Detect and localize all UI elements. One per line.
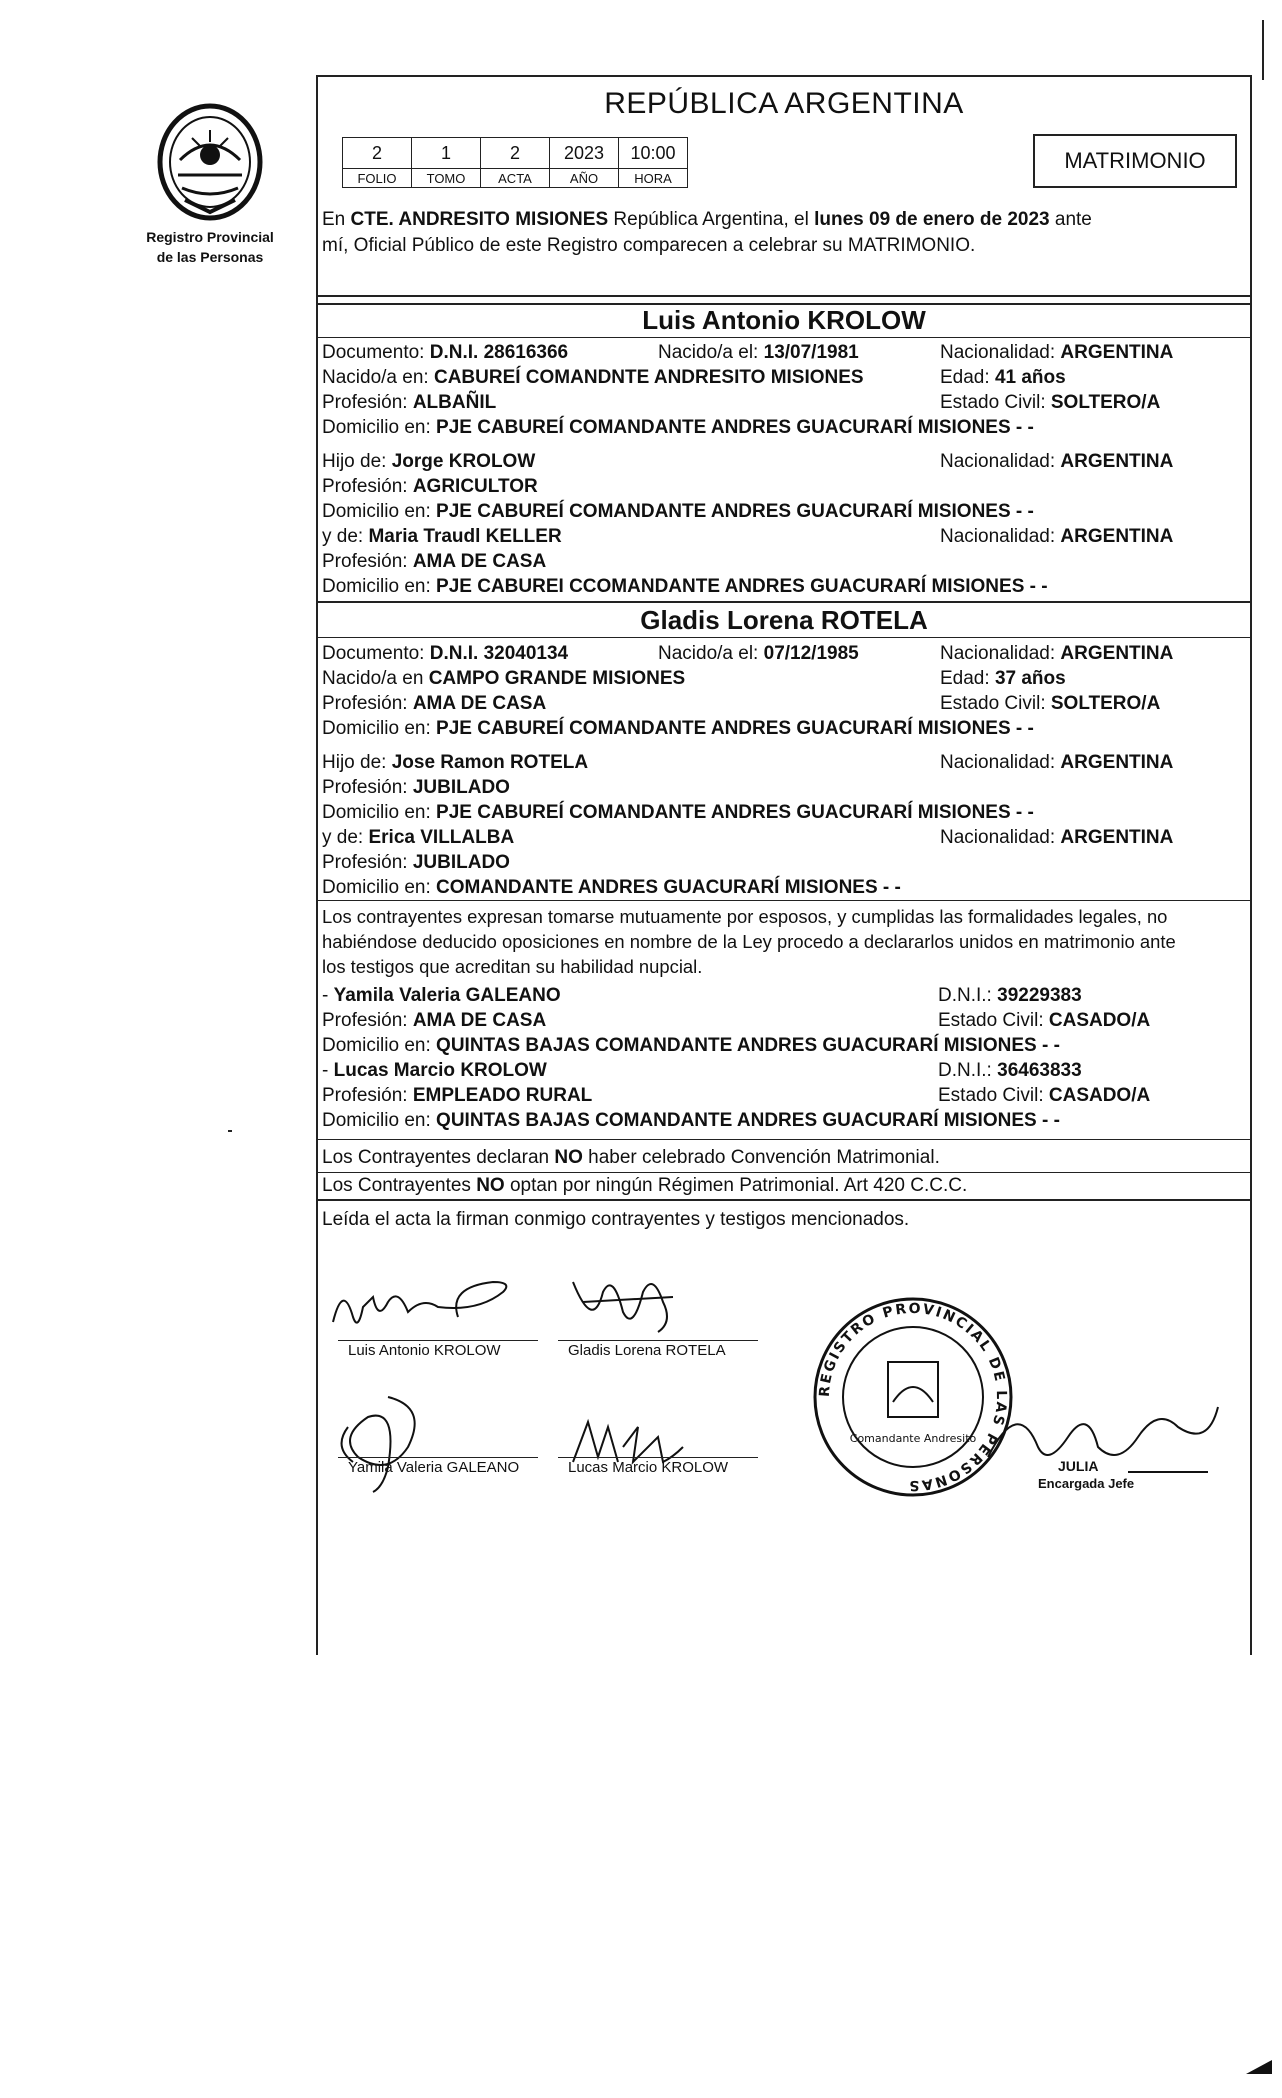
groom-birthdate: Nacido/a el: 13/07/1981: [658, 342, 859, 363]
provincial-seal-icon: [150, 100, 270, 225]
bride-mother-nationality: Nacionalidad: ARGENTINA: [940, 827, 1174, 848]
declaration-line2: habiéndose deducido oposiciones en nombre de la Ley procedo a declararlos unidos en matrimonio ante: [322, 931, 1176, 952]
official-stamp-name: JULIA: [1058, 1458, 1099, 1474]
bride-father: Hijo de: Jose Ramon ROTELA: [322, 752, 589, 773]
signature-witness1-scribble: [328, 1387, 438, 1497]
bride-name: Gladis Lorena ROTELA: [640, 605, 928, 635]
signature-witness1-name: Yamila Valeria GALEANO: [348, 1459, 520, 1476]
corner-mark-icon: [1246, 2060, 1272, 2074]
bride-mother: y de: Erica VILLALBA: [322, 827, 515, 848]
bride-profession: Profesión: AMA DE CASA: [322, 693, 547, 714]
groom-age: Edad: 41 años: [940, 367, 1066, 388]
logo-caption-line2: de las Personas: [156, 249, 264, 265]
bride-birthplace: Nacido/a en CAMPO GRANDE MISIONES: [322, 668, 686, 689]
groom-mother-address: Domicilio en: PJE CABUREI CCOMANDANTE ANDRES GUACURARÍ MISIONES - -: [322, 576, 1048, 597]
convention-line1: Los Contrayentes declaran NO haber celebrado Convención Matrimonial.: [322, 1147, 940, 1168]
witness1-dni: D.N.I.: 39229383: [938, 985, 1082, 1006]
groom-father-profession: Profesión: AGRICULTOR: [322, 476, 538, 497]
groom-father-address: Domicilio en: PJE CABUREÍ COMANDANTE ANDRES GUACURARÍ MISIONES - -: [322, 501, 1034, 522]
registry-logo: [140, 100, 280, 265]
bride-father-profession: Profesión: JUBILADO: [322, 777, 510, 798]
groom-nationality: Nacionalidad: ARGENTINA: [940, 342, 1174, 363]
bride-birthdate: Nacido/a el: 07/12/1985: [658, 643, 859, 664]
groom-profession: Profesión: ALBAÑIL: [322, 392, 497, 413]
hora-value: 10:00: [619, 138, 688, 169]
bride-civil-status: Estado Civil: SOLTERO/A: [940, 693, 1161, 714]
convention-line2: Los Contrayentes NO optan por ningún Régimen Patrimonial. Art 420 C.C.C.: [322, 1175, 968, 1196]
ano-value: 2023: [550, 138, 619, 169]
signature-groom-name: Luis Antonio KROLOW: [348, 1342, 501, 1359]
signature-bride-scribble: [563, 1272, 683, 1342]
witness1-profession: Profesión: AMA DE CASA: [322, 1010, 547, 1031]
acta-value: 2: [481, 138, 550, 169]
declaration-line1: Los contrayentes expresan tomarse mutuamente por esposos, y cumplidas las formalidades legales, no: [322, 906, 1168, 927]
bride-father-address: Domicilio en: PJE CABUREÍ COMANDANTE ANDRES GUACURARÍ MISIONES - -: [322, 802, 1034, 823]
ano-label: AÑO: [550, 169, 619, 188]
witness2-address: Domicilio en: QUINTAS BAJAS COMANDANTE ANDRES GUACURARÍ MISIONES - -: [322, 1110, 1060, 1131]
signature-groom-scribble: [328, 1277, 518, 1337]
groom-mother-profession: Profesión: AMA DE CASA: [322, 551, 547, 572]
groom-document: Documento: D.N.I. 28616366: [322, 342, 569, 363]
bride-address: Domicilio en: PJE CABUREÍ COMANDANTE ANDRES GUACURARÍ MISIONES - -: [322, 718, 1034, 739]
signature-witness2-name: Lucas Marcio KROLOW: [568, 1459, 729, 1476]
bride-nationality: Nacionalidad: ARGENTINA: [940, 643, 1174, 664]
witness1-civil-status: Estado Civil: CASADO/A: [938, 1010, 1151, 1031]
signature-bride-name: Gladis Lorena ROTELA: [568, 1342, 726, 1359]
groom-name: Luis Antonio KROLOW: [642, 305, 926, 335]
closing-text: Leída el acta la firman conmigo contrayentes y testigos mencionados.: [322, 1209, 910, 1230]
witness2-name: - Lucas Marcio KROLOW: [322, 1060, 547, 1081]
declaration-line3: los testigos que acreditan su habilidad nupcial.: [322, 956, 703, 977]
witness1-address: Domicilio en: QUINTAS BAJAS COMANDANTE ANDRES GUACURARÍ MISIONES - -: [322, 1035, 1060, 1056]
bride-document: Documento: D.N.I. 32040134: [322, 643, 569, 664]
page-title: REPÚBLICA ARGENTINA: [604, 87, 964, 120]
folio-label: FOLIO: [343, 169, 412, 188]
bride-mother-profession: Profesión: JUBILADO: [322, 852, 510, 873]
tomo-value: 1: [412, 138, 481, 169]
groom-mother: y de: Maria Traudl KELLER: [322, 526, 562, 547]
groom-birthplace: Nacido/a en: CABUREÍ COMANDNTE ANDRESITO MISIONES: [322, 367, 864, 388]
witness2-profession: Profesión: EMPLEADO RURAL: [322, 1085, 593, 1106]
logo-caption-line1: Registro Provincial: [146, 229, 274, 245]
witness2-civil-status: Estado Civil: CASADO/A: [938, 1085, 1151, 1106]
seal-ring-text: REGISTRO PROVINCIAL DE LAS PERSONAS: [816, 1300, 1010, 1494]
act-type-box: MATRIMONIO: [1033, 134, 1237, 188]
groom-mother-nationality: Nacionalidad: ARGENTINA: [940, 526, 1174, 547]
scan-edge-mark: [1262, 20, 1264, 80]
bride-mother-address: Domicilio en: COMANDANTE ANDRES GUACURARÍ MISIONES - -: [322, 877, 901, 898]
tomo-label: TOMO: [412, 169, 481, 188]
bride-father-nationality: Nacionalidad: ARGENTINA: [940, 752, 1174, 773]
groom-address: Domicilio en: PJE CABUREÍ COMANDANTE ANDRES GUACURARÍ MISIONES - -: [322, 417, 1034, 438]
acta-label: ACTA: [481, 169, 550, 188]
hora-label: HORA: [619, 169, 688, 188]
bride-age: Edad: 37 años: [940, 668, 1066, 689]
margin-dot: [228, 1130, 232, 1132]
official-stamp-title: Encargada Jefe: [1038, 1476, 1135, 1491]
witness2-dni: D.N.I.: 36463833: [938, 1060, 1082, 1081]
groom-father: Hijo de: Jorge KROLOW: [322, 451, 536, 472]
registry-table: [342, 137, 688, 188]
groom-father-nationality: Nacionalidad: ARGENTINA: [940, 451, 1174, 472]
intro-line2: mí, Oficial Público de este Registro comparecen a celebrar su MATRIMONIO.: [322, 235, 976, 256]
certificate-frame: [316, 75, 1252, 1655]
folio-value: 2: [343, 138, 412, 169]
groom-civil-status: Estado Civil: SOLTERO/A: [940, 392, 1161, 413]
witness1-name: - Yamila Valeria GALEANO: [322, 985, 561, 1006]
seal-inner-text: Comandante Andresito: [849, 1432, 977, 1445]
intro-line1: En CTE. ANDRESITO MISIONES República Argentina, el lunes 09 de enero de 2023 ante: [322, 209, 1092, 230]
